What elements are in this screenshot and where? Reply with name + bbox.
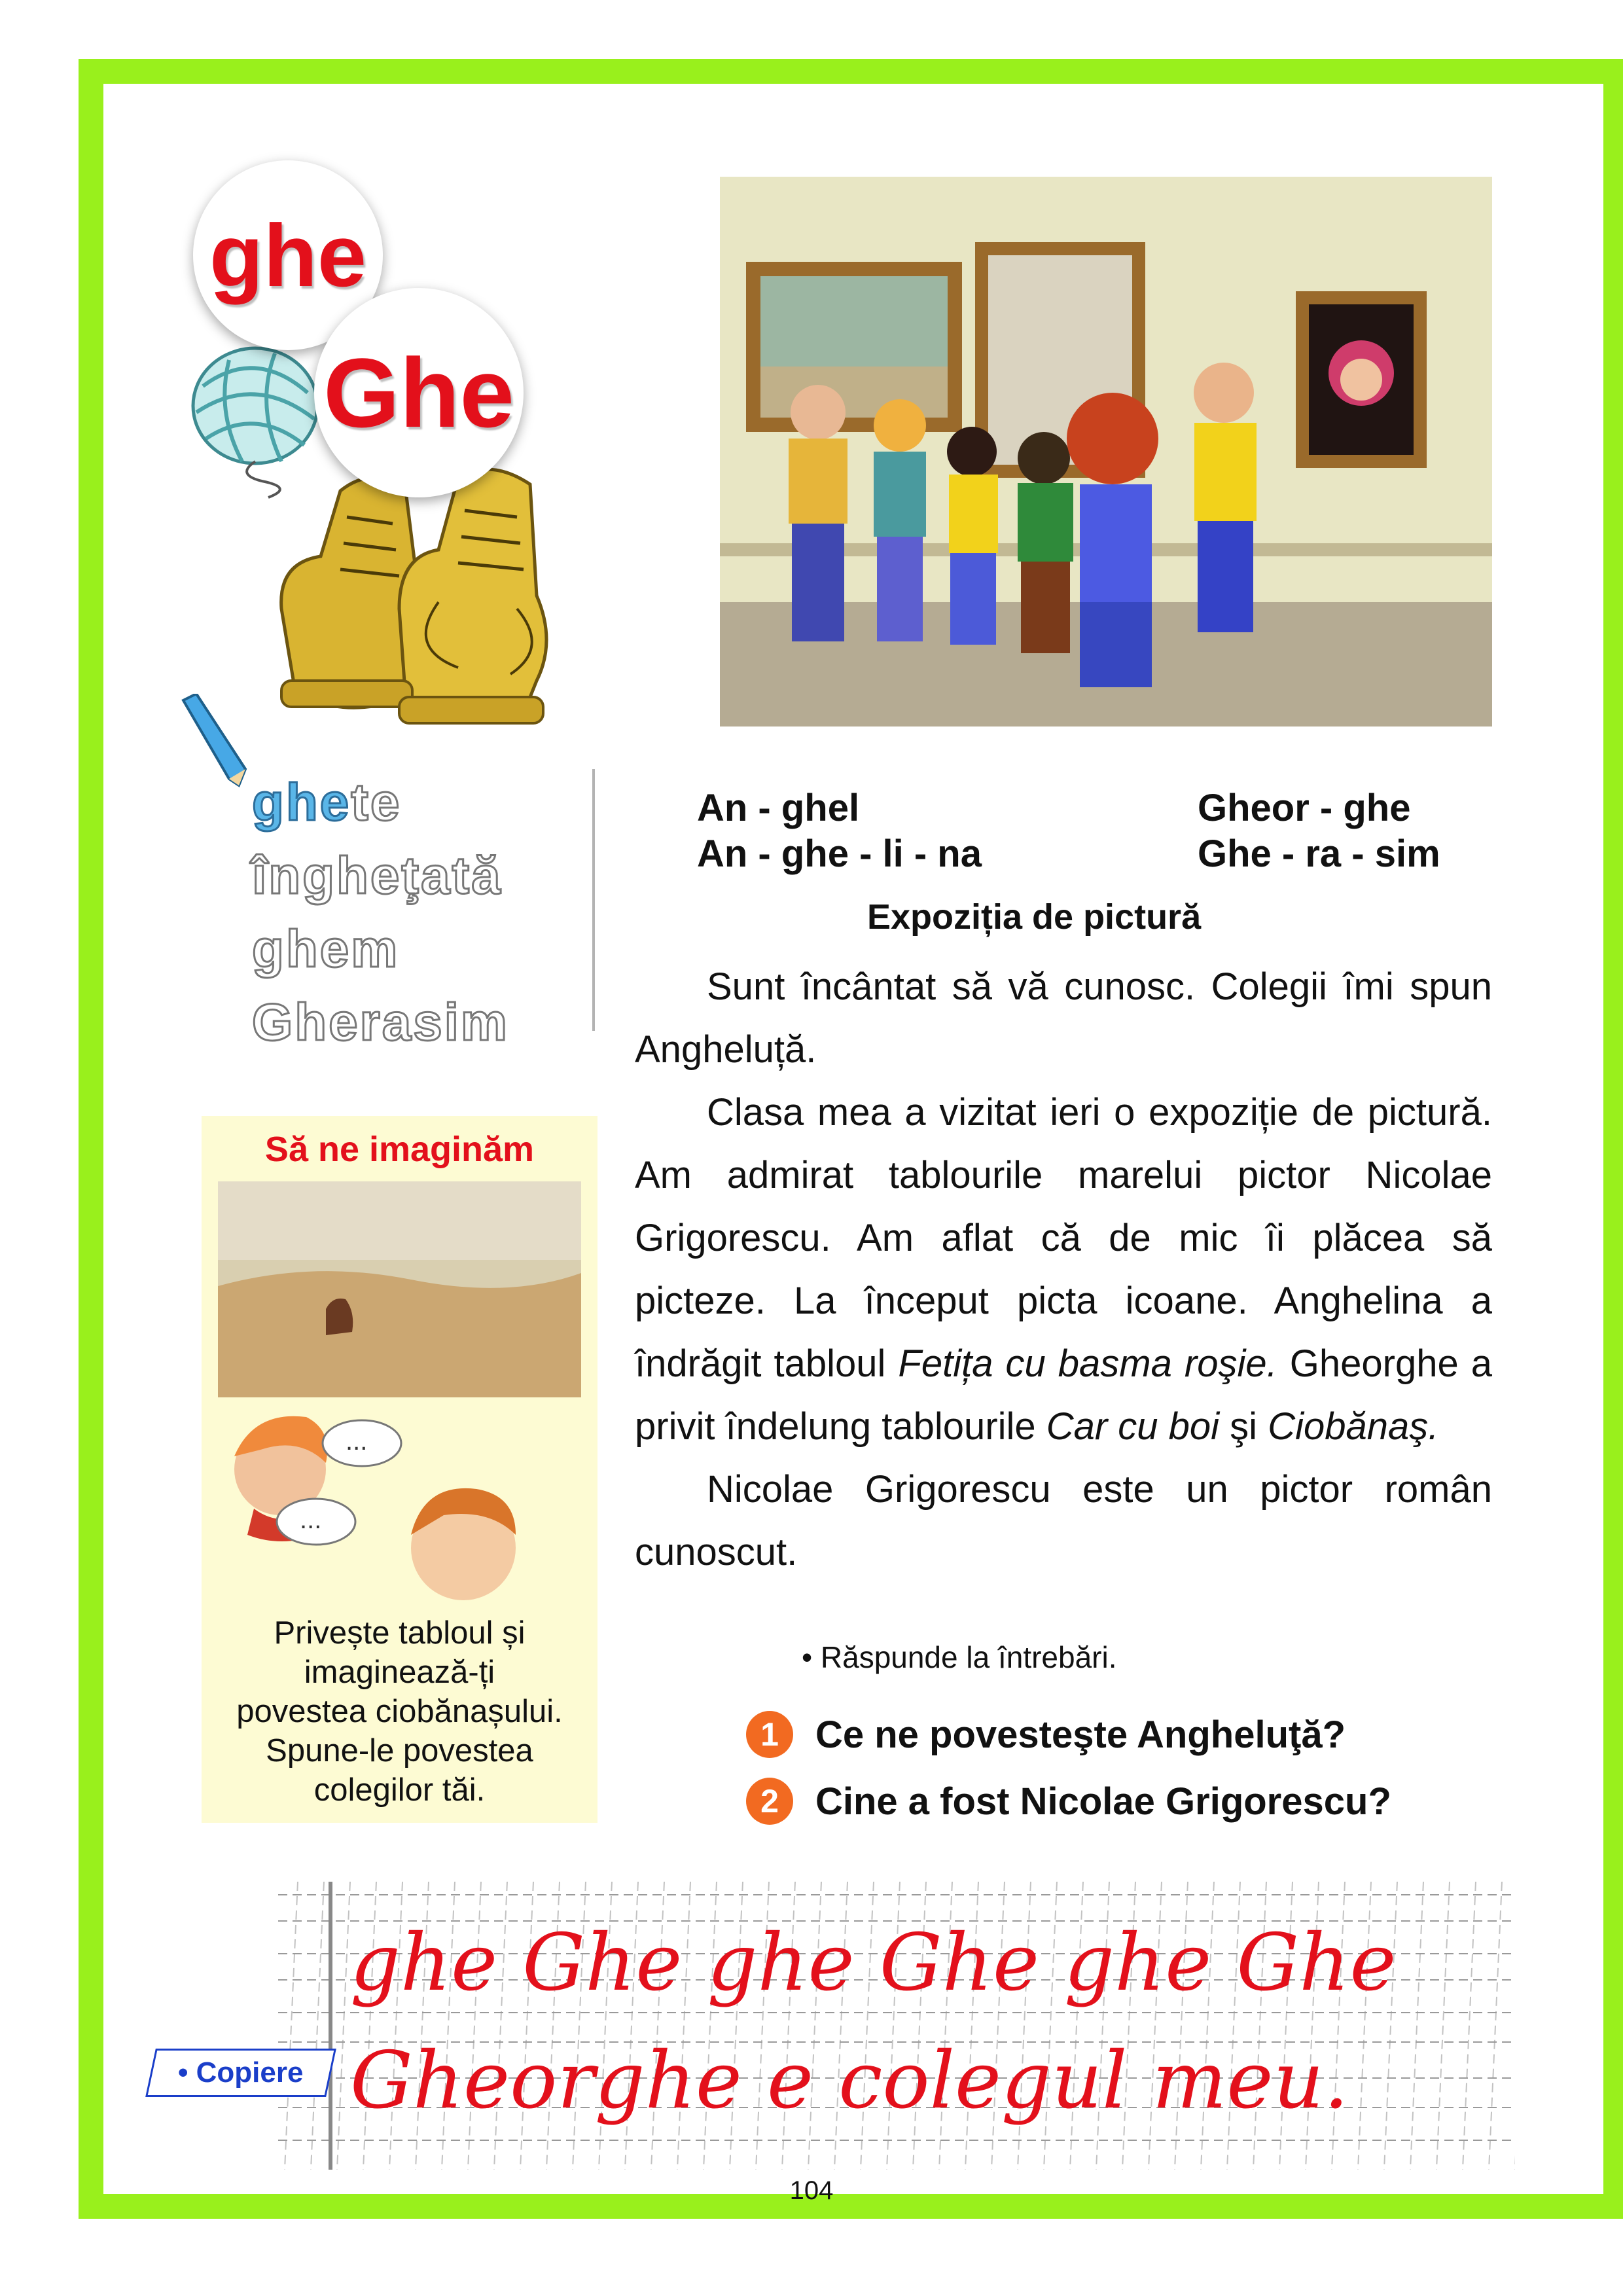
word-gherasim: Gherasim bbox=[252, 993, 510, 1051]
handwriting-line-2: Gheorghe e colegul meu. bbox=[350, 2036, 1349, 2126]
question-2-number: 2 bbox=[746, 1778, 793, 1825]
syllable-gherasim: Ghe - ra - sim bbox=[1198, 833, 1440, 875]
imagine-box bbox=[202, 1116, 597, 1823]
imagine-line-5: colegilor tăi. bbox=[313, 1772, 486, 1808]
pencil-icon bbox=[177, 694, 255, 792]
syllables-left bbox=[697, 785, 982, 877]
syllable-anghelina: An - ghe - li - na bbox=[697, 833, 982, 875]
uppercase-ghe-badge bbox=[314, 288, 524, 497]
syllables-right bbox=[1198, 785, 1440, 877]
imagine-line-2: imaginează-ți bbox=[304, 1655, 495, 1690]
imagine-title: Să ne imaginăm bbox=[264, 1130, 535, 1169]
imagine-instructions bbox=[202, 1613, 597, 1810]
story-paragraph-3: Nicolae Grigorescu este un pictor român cunoscut. bbox=[635, 1468, 1492, 1573]
question-1-text: Ce ne povesteşte Angheluţă? bbox=[815, 1713, 1346, 1756]
lowercase-ghe-text: ghe bbox=[209, 206, 366, 305]
copy-label bbox=[145, 2049, 336, 2097]
handwriting-line-1: ghe Ghe ghe Ghe ghe Ghe bbox=[350, 1918, 1397, 2009]
story-text bbox=[635, 956, 1492, 1584]
page-frame-right bbox=[1603, 59, 1623, 2219]
handwriting-practice bbox=[278, 1882, 1515, 2170]
word-ghem: ghem bbox=[252, 920, 400, 978]
copy-label-text: • Copiere bbox=[178, 2056, 304, 2089]
word-list bbox=[252, 766, 509, 1059]
word-ghete bbox=[252, 766, 509, 839]
imagine-line-3: povestea ciobănașului. bbox=[236, 1694, 563, 1729]
divider-line bbox=[592, 769, 595, 1031]
word-ghete-rest: te bbox=[351, 773, 402, 831]
syllable-gheorghe: Gheor - ghe bbox=[1198, 787, 1411, 829]
bubble-2-dots: ... bbox=[300, 1505, 322, 1534]
word-inghetata: îngheţată bbox=[252, 846, 503, 905]
syllable-anghel: An - ghel bbox=[697, 787, 860, 829]
question-2 bbox=[746, 1775, 1391, 1827]
question-1 bbox=[746, 1708, 1346, 1761]
imagine-line-1: Privește tabloul și bbox=[274, 1615, 526, 1651]
instruction-text: • Răspunde la întrebări. bbox=[802, 1640, 1117, 1674]
painting-title-ciobanas: Ciobănaş. bbox=[1268, 1405, 1439, 1448]
story-paragraph-2 bbox=[635, 1081, 1492, 1458]
story-paragraph-1: Sunt încântat să vă cunosc. Colegii îmi spun Angheluță. bbox=[635, 965, 1492, 1071]
gallery-illustration bbox=[720, 177, 1492, 726]
story-title: Expoziția de pictură bbox=[867, 897, 1202, 937]
story-p2-part-c: şi bbox=[1219, 1405, 1268, 1448]
painting-title-fetita: Fetița cu basma roşie. bbox=[898, 1342, 1277, 1385]
uppercase-ghe-text: Ghe bbox=[323, 337, 514, 448]
story-p2-part-a: Clasa mea a vizitat ieri o expoziție de pictură. Am admirat tablourile marelui pictor Nicolae Grigorescu. Am aflat că de mic îi plăcea să picteze. La început picta icoane. Anghelina a îndrăgit tabloul bbox=[635, 1091, 1492, 1385]
question-2-text: Cine a fost Nicolae Grigorescu? bbox=[815, 1780, 1391, 1823]
word-ghete-highlight: ghe bbox=[252, 773, 351, 831]
imagine-illustration bbox=[215, 1181, 584, 1607]
painting-title-car: Car cu boi bbox=[1046, 1405, 1220, 1448]
question-1-number: 1 bbox=[746, 1711, 793, 1758]
page-number: 104 bbox=[789, 2176, 834, 2205]
imagine-line-4: Spune-le povestea bbox=[266, 1733, 533, 1768]
bubble-1-dots: ... bbox=[346, 1427, 368, 1456]
story-p2-part-b: Gheorghe a privit îndelung tablourile bbox=[635, 1342, 1492, 1448]
